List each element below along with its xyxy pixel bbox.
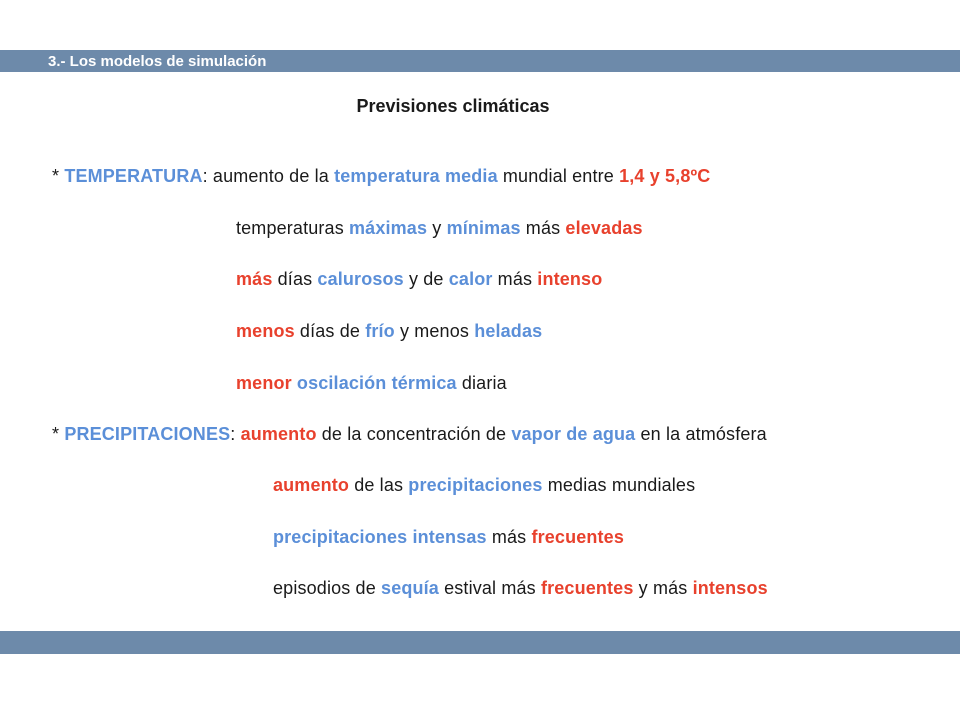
thermal-oscillation-line [236,372,507,394]
text-segment: temperatura media [334,166,498,186]
text-segment: oscilación térmica [296,373,457,393]
text-segment: aumento [240,424,317,444]
text-segment: días [272,269,318,289]
text-segment: menor [236,373,292,393]
text-segment: intensos [692,578,768,598]
text-segment: frecuentes [531,527,624,547]
text-segment: diaria [456,373,507,393]
text-segment: y menos [394,321,475,341]
text-segment: días de [294,321,366,341]
text-segment: máximas [349,218,428,238]
footer-band [0,631,960,654]
text-segment: aumento [273,475,350,495]
hot-days-line [236,268,602,290]
text-segment: intenso [537,269,603,289]
text-segment: frecuentes [540,578,634,598]
precipitation-increase-line [273,474,695,496]
text-segment: estival más [438,578,541,598]
text-segment: TEMPERATURA [64,166,203,186]
text-segment: heladas [474,321,543,341]
text-segment: * [52,424,65,444]
text-segment: más [486,527,532,547]
text-segment: elevadas [565,218,643,238]
text-segment: episodios de [273,578,382,598]
cold-days-line [236,320,542,342]
page-title: Previsiones climáticas [356,96,550,116]
text-segment: sequía [381,578,439,598]
drought-line [273,577,768,599]
text-segment: calor [448,269,493,289]
text-segment: : [230,424,241,444]
precipitation-line [52,423,767,445]
section-label: 3.- Los modelos de simulación [48,53,267,70]
text-segment: frío [365,321,395,341]
text-segment: temperaturas [236,218,349,238]
text-segment: calurosos [317,269,404,289]
text-segment: más [236,269,273,289]
text-segment: PRECIPITACIONES [64,424,231,444]
text-segment: : aumento de la [202,166,335,186]
text-segment: medias mundiales [542,475,696,495]
text-segment: más [492,269,538,289]
text-segment: de la concentración de [316,424,512,444]
text-segment: más [520,218,566,238]
text-segment: 1,4 y 5,8ºC [619,166,711,186]
text-segment: y de [403,269,449,289]
text-segment: mínimas [446,218,521,238]
text-segment: menos [236,321,295,341]
text-segment: en la atmósfera [635,424,767,444]
text-segment: y más [633,578,693,598]
intense-precipitation-line [273,526,624,548]
temperature-line [52,165,710,187]
text-segment: * [52,166,65,186]
text-segment: vapor de agua [511,424,636,444]
text-segment: precipitaciones [408,475,543,495]
text-segment: y [427,218,447,238]
temperature-extremes-line [236,217,643,239]
text-segment: precipitaciones intensas [273,527,487,547]
text-segment: de las [349,475,409,495]
text-segment: mundial entre [497,166,620,186]
